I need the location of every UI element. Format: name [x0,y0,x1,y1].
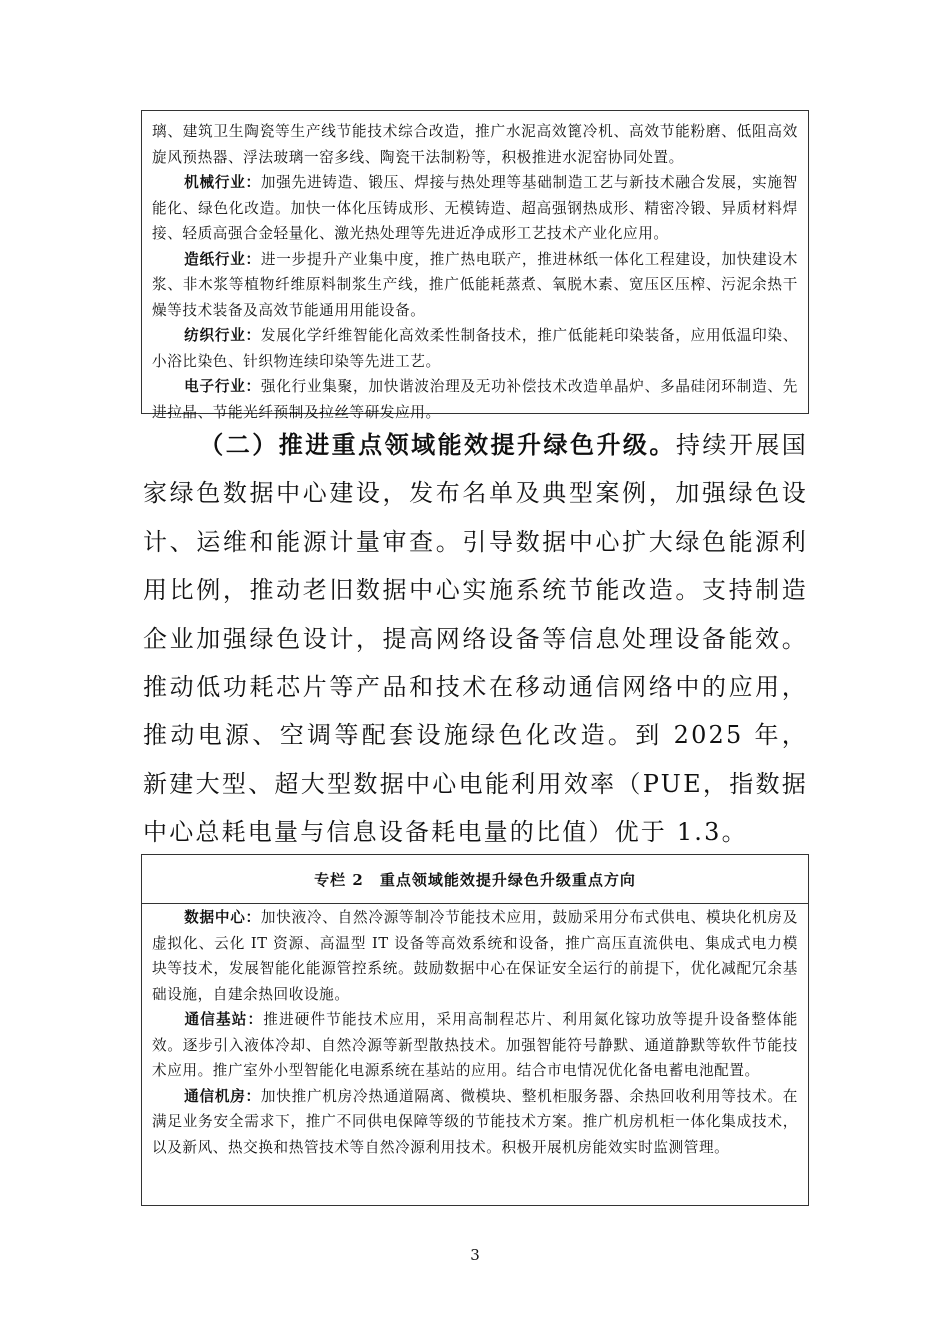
section-heading: （二）推进重点领域能效提升绿色升级。 [199,430,676,459]
box1-item-text: 强化行业集聚，加快谐波治理及无功补偿技术改造单晶炉、多晶硅闭环制造、先进拉晶、节能光纤预制及拉丝等研发应用。 [152,378,798,421]
box2-item-equipmentroom [152,1084,798,1161]
box1-intro: 璃、建筑卫生陶瓷等生产线节能技术综合改造，推广水泥高效篦冷机、高效节能粉磨、低阻高效旋风预热器、浮法玻璃一窑多线、陶瓷干法制粉等，积极推进水泥窑协同处置。 [152,123,798,166]
focus-box-header [142,855,808,904]
box2-item-basestation [152,1007,798,1084]
box1-item-label: 机械行业： [184,174,261,191]
box2-item-datacenter [152,905,798,1007]
box1-item-label: 造纸行业： [184,250,261,268]
box2-item-text: 加快液冷、自然冷源等制冷节能技术应用，鼓励采用分布式供电、模块化机房及虚拟化、云化 IT 资源、高温型 IT 设备等高效系统和设备，推广高压直流供电、集成式电力模块等技术，发展智能化能源管控系统。鼓励数据中心在保证安全运行的前提下，优化减配冗余基础设施，自建余热回收设施。 [152,909,798,1003]
box2-item-text: 推进硬件节能技术应用，采用高制程芯片、利用氮化镓功放等提升设备整体能效。逐步引入液体冷却、自然冷源等新型散热技术。加强智能符号静默、通道静默等软件节能技术应用。推广室外小型智能化电源系统在基站的应用。结合市电情况优化备电蓄电池配置。 [152,1011,798,1079]
focus-box-body [142,904,808,1160]
box1-item-textile [152,323,798,374]
industry-box [141,110,809,421]
box1-item-paper [152,247,798,324]
page-number: 3 [470,1246,480,1264]
box1-item-electronics [152,374,798,425]
box1-item-text: 加强先进铸造、锻压、焊接与热处理等基础制造工艺与新技术融合发展，实施智能化、绿色化改造。加快一体化压铸成形、无模铸造、超高强钢热成形、精密冷锻、异质材料焊接、轻质高强合金轻量化、激光热处理等先进近净成形工艺技术产业化应用。 [152,174,798,242]
box1-item-text: 发展化学纤维智能化高效柔性制备技术，推广低能耗印染装备，应用低温印染、小浴比染色、针织物连续印染等先进工艺。 [152,327,798,370]
focus-box [141,854,809,1206]
main-paragraph [143,421,808,857]
section-body: 持续开展国家绿色数据中心建设，发布名单及典型案例，加强绿色设计、运维和能源计量审查。引导数据中心扩大绿色能源利用比例，推动老旧数据中心实施系统节能改造。支持制造企业加强绿色设计，提高网络设备等信息处理设备能效。推动低功耗芯片等产品和技术在移动通信网络中的应用，推动电源、空调等配套设施绿色化改造。到 2025 年，新建大型、超大型数据中心电能利用效率（PUE，指数据中心总耗电量与信息设备耗电量的比值）优于 1.3。 [143,431,809,847]
box2-item-label: 数据中心： [184,909,261,926]
box1-item-label: 电子行业： [184,378,261,395]
box2-item-text: 加快推广机房冷热通道隔离、微模块、整机柜服务器、余热回收利用等技术。在满足业务安全需求下，推广不同供电保障等级的节能技术方案。推广机房机柜一体化集成技术，以及新风、热交换和热管技术等自然冷源利用技术。积极开展机房能效实时监测管理。 [152,1087,798,1156]
box2-item-label: 通信机房： [184,1087,261,1105]
box1-item-label: 纺织行业： [184,327,261,344]
box1-item-machinery [152,170,798,247]
box2-item-label: 通信基站： [184,1011,264,1028]
box1-item-text: 进一步提升产业集中度，推广热电联产，推进林纸一体化工程建设，加快建设木浆、非木浆等植物纤维原料制浆生产线，推广低能耗蒸煮、氧脱木素、宽压区压榨、污泥余热干燥等技术装备及高效节能通用用能设备。 [152,250,798,319]
focus-box-title: 专栏 2 重点领域能效提升绿色升级重点方向 [314,870,636,889]
